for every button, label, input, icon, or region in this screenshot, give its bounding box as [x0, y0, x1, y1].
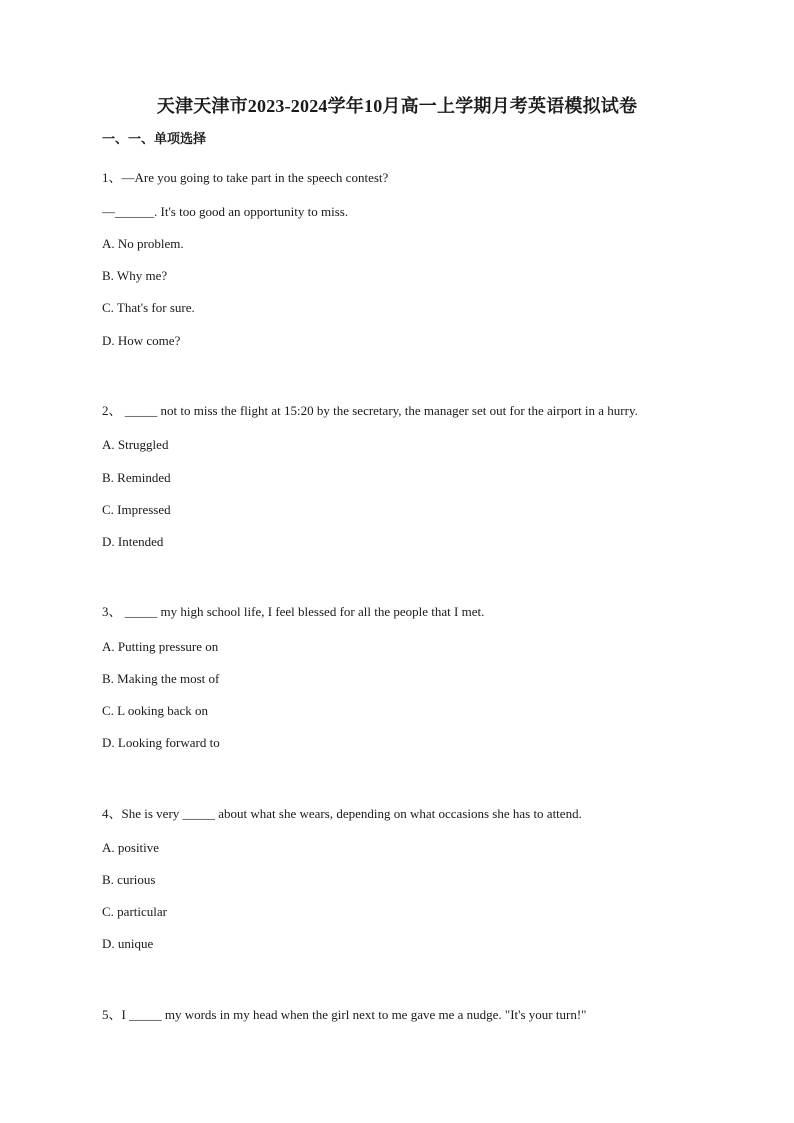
option-d: D. Intended — [102, 534, 164, 549]
option-c: C. L ooking back on — [102, 703, 209, 718]
question-stem-line-2: —______. It's too good an opportunity to miss. — [102, 204, 349, 219]
option-a: A. Struggled — [102, 437, 169, 452]
option-b: B. Reminded — [102, 470, 171, 485]
section-heading: 一、一、单项选择 — [102, 131, 207, 146]
option-a: A. No problem. — [102, 236, 184, 251]
option-d: D. How come? — [102, 333, 181, 348]
option-a: A. Putting pressure on — [102, 639, 219, 654]
option-d: D. Looking forward to — [102, 735, 220, 750]
option-c: C. Impressed — [102, 502, 171, 517]
option-c: C. That's for sure. — [102, 300, 195, 315]
option-d: D. unique — [102, 936, 154, 951]
question-stem: 2、 _____ not to miss the flight at 15:20 by the secretary, the manager set out for the airport in a hurry. — [102, 403, 638, 418]
option-c: C. particular — [102, 904, 167, 919]
option-b: B. Why me? — [102, 268, 168, 283]
option-b: B. Making the most of — [102, 671, 220, 686]
question-stem: 3、 _____ my high school life, I feel blessed for all the people that I met. — [102, 604, 485, 619]
question-stem: 1、—Are you going to take part in the speech contest? — [102, 170, 389, 185]
page-title: 天津天津市2023-2024学年10月高一上学期月考英语模拟试卷 — [156, 96, 638, 116]
question-stem: 4、She is very _____ about what she wears, depending on what occasions she has to attend. — [102, 806, 582, 821]
option-b: B. curious — [102, 872, 156, 887]
question-stem: 5、I _____ my words in my head when the girl next to me gave me a nudge. "It's your turn!" — [102, 1007, 587, 1022]
option-a: A. positive — [102, 840, 160, 855]
